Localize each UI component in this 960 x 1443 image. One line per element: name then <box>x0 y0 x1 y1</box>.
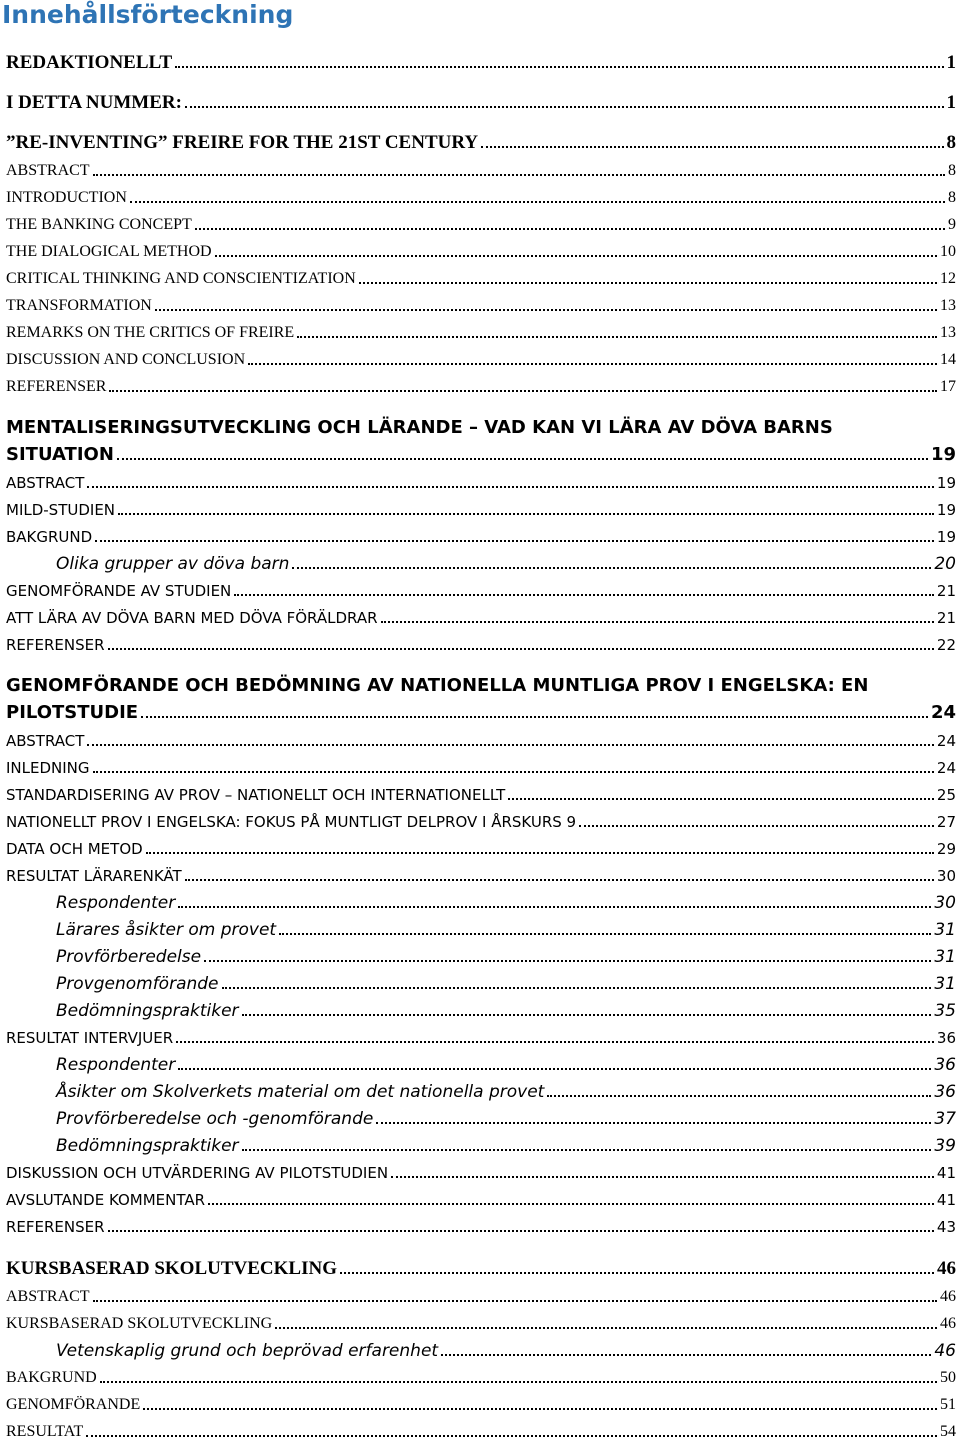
toc-entry[interactable] <box>6 784 956 806</box>
toc-entry-page: 36 <box>936 1029 956 1047</box>
dot-leader <box>185 106 944 108</box>
dot-leader <box>547 1095 931 1097</box>
toc-entry[interactable] <box>6 241 956 263</box>
toc-entry[interactable] <box>6 634 956 656</box>
toc-entry-label: NATIONELLT PROV I ENGELSKA: FOKUS PÅ MUNTLIGT DELPROV I ÅRSKURS 9 <box>6 813 577 831</box>
toc-entry[interactable] <box>56 1054 956 1076</box>
toc-entry-label-line1[interactable]: MENTALISERINGSUTVECKLING OCH LÄRANDE – VAD KAN VI LÄRA AV DÖVA BARNS <box>6 417 833 438</box>
toc-entry[interactable] <box>6 1286 956 1308</box>
toc-entry[interactable] <box>6 865 956 887</box>
toc-entry[interactable] <box>6 838 956 860</box>
toc-entry[interactable] <box>56 919 956 941</box>
toc-entry[interactable] <box>56 892 956 914</box>
toc-entry[interactable] <box>6 376 956 398</box>
toc-entry-label: RESULTAT <box>6 1423 84 1440</box>
toc-entry-label: ”RE-INVENTING” FREIRE FOR THE 21ST CENTURY <box>6 132 479 153</box>
dot-leader <box>87 486 933 488</box>
dot-leader <box>93 771 934 773</box>
dot-leader <box>141 716 928 718</box>
dot-leader <box>242 1149 932 1151</box>
toc-entry-label: GENOMFÖRANDE AV STUDIEN <box>6 582 232 600</box>
toc-entry[interactable] <box>6 268 956 290</box>
toc-entry-label: PILOTSTUDIE <box>6 702 139 723</box>
toc-entry-label: KURSBASERAD SKOLUTVECKLING <box>6 1258 337 1279</box>
toc-entry-pilotstudie[interactable] <box>6 702 956 724</box>
toc-entry[interactable] <box>56 973 956 995</box>
toc-entry[interactable] <box>56 1000 956 1022</box>
toc-entry[interactable] <box>56 553 956 575</box>
toc-entry-i-detta-nummer[interactable] <box>6 92 956 114</box>
toc-entry-page: 36 <box>934 1082 956 1102</box>
toc-entry[interactable] <box>6 757 956 779</box>
dot-leader <box>234 594 934 596</box>
toc-entry-page: 21 <box>936 609 956 627</box>
dot-leader <box>279 933 931 935</box>
dot-leader <box>100 1381 937 1383</box>
dot-leader <box>93 1300 937 1302</box>
dot-leader <box>175 66 943 68</box>
toc-entry-label: Olika grupper av döva barn <box>56 554 290 574</box>
toc-entry-page: 13 <box>940 324 956 341</box>
dot-leader <box>579 825 934 827</box>
toc-entry[interactable] <box>6 322 956 344</box>
toc-entry-label: RESULTAT INTERVJUER <box>6 1029 174 1047</box>
dot-leader <box>376 1122 931 1124</box>
toc-entry-label: MILD-STUDIEN <box>6 501 116 519</box>
toc-entry-page: 31 <box>934 920 956 940</box>
toc-entry-page: 25 <box>936 786 956 804</box>
toc-entry-label: INLEDNING <box>6 759 90 777</box>
dot-leader <box>178 906 931 908</box>
toc-entry-label: GENOMFÖRANDE <box>6 1396 141 1413</box>
dot-leader <box>208 1203 934 1205</box>
toc-entry-page: 21 <box>936 582 956 600</box>
toc-entry-label: THE DIALOGICAL METHOD <box>6 243 212 260</box>
toc-entry-label: SITUATION <box>6 444 114 465</box>
toc-entry-label: REFERENSER <box>6 378 107 395</box>
toc-entry-label: Bedömningspraktiker <box>56 1136 239 1156</box>
page-title: Innehållsförteckning <box>2 0 294 29</box>
toc-entry[interactable] <box>6 472 956 494</box>
dot-leader <box>481 146 943 148</box>
dot-leader <box>117 458 928 460</box>
toc-entry-label: AVSLUTANDE KOMMENTAR <box>6 1191 206 1209</box>
toc-entry-redaktionellt[interactable] <box>6 52 956 74</box>
dot-leader <box>146 852 934 854</box>
dot-leader <box>178 1068 931 1070</box>
toc-entry-label: TRANSFORMATION <box>6 297 152 314</box>
toc-entry[interactable] <box>6 1367 956 1389</box>
toc-entry-page: 35 <box>934 1001 956 1021</box>
dot-leader <box>340 1272 934 1274</box>
toc-entry-label: Vetenskaplig grund och beprövad erfarenhet <box>56 1341 439 1361</box>
toc-entry-page: 19 <box>936 474 956 492</box>
dot-leader <box>109 390 937 392</box>
toc-entry-page: 54 <box>940 1423 956 1440</box>
dot-leader <box>391 1176 934 1178</box>
toc-entry-label: I DETTA NUMMER: <box>6 92 182 113</box>
dot-leader <box>292 567 931 569</box>
toc-entry-label: BAKGRUND <box>6 528 93 546</box>
toc-entry-label: ABSTRACT <box>6 474 85 492</box>
dot-leader <box>359 282 937 284</box>
toc-entry[interactable] <box>6 1189 956 1211</box>
toc-entry[interactable] <box>6 349 956 371</box>
toc-entry-label: ATT LÄRA AV DÖVA BARN MED DÖVA FÖRÄLDRAR <box>6 609 378 627</box>
toc-entry[interactable] <box>6 607 956 629</box>
dot-leader <box>195 228 945 230</box>
toc-entry-label: DISCUSSION AND CONCLUSION <box>6 351 246 368</box>
dot-leader <box>275 1327 937 1329</box>
toc-entry-page: 36 <box>934 1055 956 1075</box>
toc-entry-page: 39 <box>934 1136 956 1156</box>
toc-entry-label: RESULTAT LÄRARENKÄT <box>6 867 182 885</box>
toc-entry[interactable] <box>56 1135 956 1157</box>
toc-entry-page: 46 <box>940 1288 956 1305</box>
dot-leader <box>508 798 934 800</box>
toc-entry[interactable] <box>6 580 956 602</box>
toc-entry-page: 46 <box>937 1258 956 1279</box>
dot-leader <box>297 336 937 338</box>
toc-entry-page: 50 <box>940 1369 956 1386</box>
dot-leader <box>242 1014 932 1016</box>
toc-entry-page: 20 <box>934 554 956 574</box>
toc-entry-page: 10 <box>940 243 956 260</box>
toc-entry[interactable] <box>6 811 956 833</box>
toc-entry[interactable] <box>6 214 956 236</box>
dot-leader <box>86 1435 937 1437</box>
dot-leader <box>441 1354 931 1356</box>
toc-entry-page: 19 <box>936 528 956 546</box>
dot-leader <box>204 960 931 962</box>
toc-entry-page: 12 <box>940 270 956 287</box>
toc-entry[interactable] <box>56 946 956 968</box>
toc-entry[interactable] <box>56 1340 956 1362</box>
toc-entry-page: 1 <box>946 52 956 73</box>
dot-leader <box>381 621 934 623</box>
toc-entry-page: 30 <box>936 867 956 885</box>
toc-entry-label: Respondenter <box>56 1055 176 1075</box>
toc-entry-label: KURSBASERAD SKOLUTVECKLING <box>6 1315 273 1332</box>
toc-entry-label: Respondenter <box>56 893 176 913</box>
toc-entry-label: CRITICAL THINKING AND CONSCIENTIZATION <box>6 270 356 287</box>
toc-entry[interactable] <box>6 1313 956 1335</box>
dot-leader <box>108 1230 934 1232</box>
toc-entry[interactable] <box>6 187 956 209</box>
toc-entry[interactable] <box>6 1394 956 1416</box>
toc-entry[interactable] <box>6 1421 956 1443</box>
toc-entry-label: ABSTRACT <box>6 1288 90 1305</box>
toc-entry-mentalisering[interactable] <box>6 444 956 466</box>
toc-entry-page: 46 <box>934 1341 956 1361</box>
toc-entry[interactable] <box>6 1162 956 1184</box>
toc-entry-label: ABSTRACT <box>6 162 90 179</box>
dot-leader <box>118 513 934 515</box>
toc-entry-page: 14 <box>940 351 956 368</box>
dot-leader <box>176 1041 934 1043</box>
dot-leader <box>215 255 937 257</box>
toc-entry-page: 41 <box>936 1164 956 1182</box>
toc-entry-page: 46 <box>940 1315 956 1332</box>
toc-entry-page: 17 <box>940 378 956 395</box>
toc-entry[interactable] <box>6 160 956 182</box>
dot-leader <box>87 744 933 746</box>
toc-entry-kursbaserad[interactable] <box>6 1258 956 1280</box>
toc-entry-page: 13 <box>940 297 956 314</box>
toc-entry-page: 24 <box>936 732 956 750</box>
toc-entry-page: 51 <box>940 1396 956 1413</box>
toc-entry-label: DISKUSSION OCH UTVÄRDERING AV PILOTSTUDIEN <box>6 1164 389 1182</box>
dot-leader <box>155 309 937 311</box>
toc-entry[interactable] <box>6 1216 956 1238</box>
toc-entry[interactable] <box>6 730 956 752</box>
toc-entry-page: 27 <box>936 813 956 831</box>
toc-entry-page: 22 <box>936 636 956 654</box>
dot-leader <box>130 201 945 203</box>
toc-entry-page: 1 <box>946 92 956 113</box>
toc-entry[interactable] <box>56 1081 956 1103</box>
dot-leader <box>93 174 945 176</box>
toc-entry-label: BAKGRUND <box>6 1369 97 1386</box>
toc-entry[interactable] <box>56 1108 956 1130</box>
toc-entry-page: 19 <box>936 501 956 519</box>
toc-entry-label: Bedömningspraktiker <box>56 1001 239 1021</box>
toc-entry-label: Lärares åsikter om provet <box>56 920 277 940</box>
toc-entry-page: 8 <box>946 132 956 153</box>
toc-entry[interactable] <box>6 295 956 317</box>
toc-entry-label: Provgenomförande <box>56 974 219 994</box>
toc-entry-label: STANDARDISERING AV PROV – NATIONELLT OCH INTERNATIONELLT <box>6 786 506 804</box>
toc-entry-page: 24 <box>930 702 956 723</box>
toc-entry-page: 31 <box>934 974 956 994</box>
toc-entry-label: REFERENSER <box>6 1218 105 1236</box>
toc-entry[interactable] <box>6 499 956 521</box>
toc-entry-page: 43 <box>936 1218 956 1236</box>
toc-entry-page: 41 <box>936 1191 956 1209</box>
toc-entry-label: ABSTRACT <box>6 732 85 750</box>
toc-entry-page: 30 <box>934 893 956 913</box>
toc-entry-label: Provförberedelse <box>56 947 202 967</box>
toc-entry-label: Åsikter om Skolverkets material om det nationella provet <box>56 1082 545 1102</box>
toc-entry-label: DATA OCH METOD <box>6 840 143 858</box>
toc-entry-label: REFERENSER <box>6 636 105 654</box>
toc-entry-page: 19 <box>930 444 956 465</box>
toc-entry-label-line1[interactable]: GENOMFÖRANDE OCH BEDÖMNING AV NATIONELLA MUNTLIGA PROV I ENGELSKA: EN <box>6 675 869 696</box>
toc-entry-page: 8 <box>948 189 956 206</box>
dot-leader <box>143 1408 937 1410</box>
toc-entry-label: Provförberedelse och -genomförande <box>56 1109 374 1129</box>
toc-entry[interactable] <box>6 526 956 548</box>
toc-entry-page: 9 <box>948 216 956 233</box>
toc-entry-label: INTRODUCTION <box>6 189 127 206</box>
dot-leader <box>248 363 937 365</box>
dot-leader <box>222 987 932 989</box>
toc-entry-label: REMARKS ON THE CRITICS OF FREIRE <box>6 324 295 341</box>
dot-leader <box>185 879 934 881</box>
toc-entry-label: REDAKTIONELLT <box>6 52 173 73</box>
toc-entry-page: 29 <box>936 840 956 858</box>
toc-entry-page: 24 <box>936 759 956 777</box>
toc-entry-page: 31 <box>934 947 956 967</box>
toc-entry-reinventing-freire[interactable] <box>6 132 956 154</box>
toc-entry-page: 37 <box>934 1109 956 1129</box>
toc-entry[interactable] <box>6 1027 956 1049</box>
toc-entry-page: 8 <box>948 162 956 179</box>
dot-leader <box>95 540 934 542</box>
dot-leader <box>108 648 934 650</box>
toc-entry-label: THE BANKING CONCEPT <box>6 216 192 233</box>
